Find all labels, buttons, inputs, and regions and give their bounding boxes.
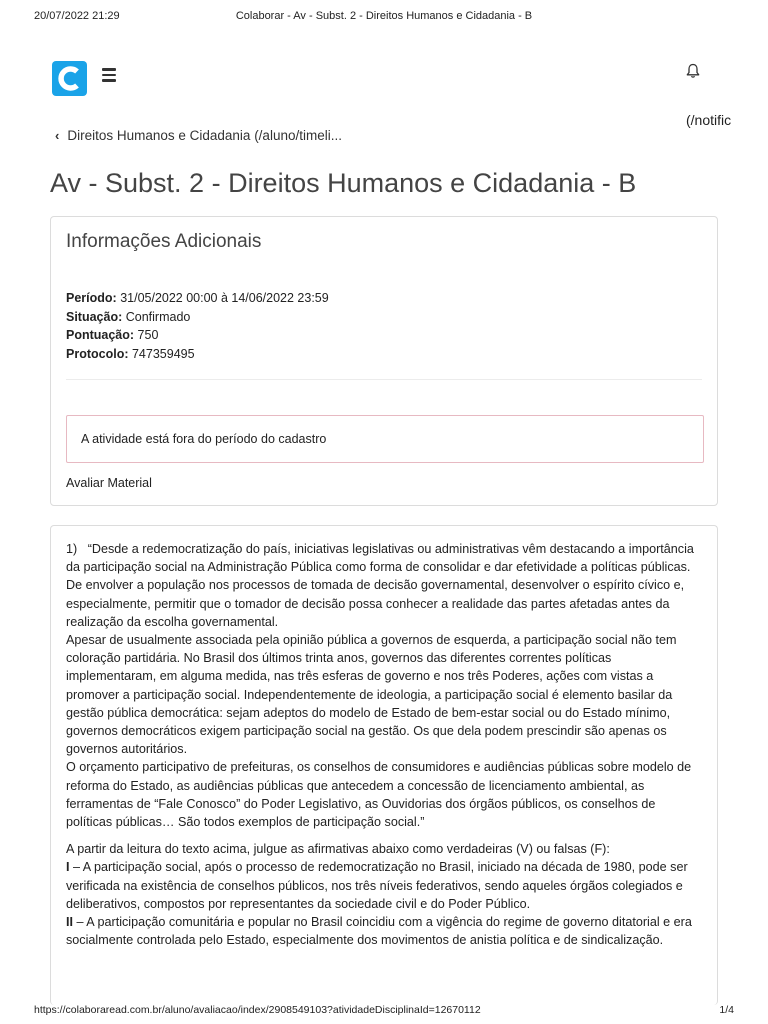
hamburger-menu-icon[interactable] [102,68,116,86]
additional-info-card [50,216,718,506]
colaborar-logo[interactable] [52,61,87,96]
print-url: https://colaboraread.com.br/aluno/avaliacao/index/2908549103?atividadeDisciplinaId=12670112 [34,1004,481,1016]
page-title: Av - Subst. 2 - Direitos Humanos e Cidadania - B [50,168,637,198]
colaborar-logo-icon [52,61,87,96]
question-quote-2: Apesar de usualmente associada pela opinião pública a governos de esquerda, a participação social não tem coloração partidária. No Brasil dos últimos trinta anos, governos das diferentes correntes políticas implementaram, em alguma medida, nas três esferas de governo e nos três Poderes, ações com vistas a promover a participação social. Independentemente de ideologia, a participação social é elemento basilar da gestão pública democrática: sejam adeptos do modelo de Estado de bem-estar social ou do Estado mínimo, governos democráticos exigem participação social na gestão. Os que dela podem prescindir são apenas os governos autoritários. [66,633,677,757]
info-row-period: Período: 31/05/2022 00:00 à 14/06/2022 23:59 [66,291,329,305]
info-row-status: Situação: Confirmado [66,309,191,324]
breadcrumb-link[interactable]: Direitos Humanos e Cidadania (/aluno/timeli... [67,128,342,143]
info-row-score: Pontuação: 750 [66,328,159,342]
card-heading: Informações Adicionais [66,231,262,252]
chevron-left-icon: ‹ [55,128,60,143]
question-quote-3: O orçamento participativo de prefeituras, os conselhos de consumidores e audiências públicas sobre modelo de reforma do Estado, as audiências públicas que antecedem a concessão de licenciamento ambiental, as ferramentas de “Fale Conosco” do Poder Legislativo, as Ouvidorias dos órgãos públicos, os conselhos de políticas públicas… São todos exemplos de participação social.” [66,760,692,830]
print-page-number: 1/4 [719,1004,734,1016]
out-of-period-alert: A atividade está fora do período do cadastro [66,415,704,463]
statement-2: II – A participação comunitária e popular no Brasil coincidiu com a vigência do regime de governo ditatorial e era socialmente controlada pelo Estado, especialmente dos movimentos de anistia política e de sindicalização. [66,915,692,948]
rate-material-link[interactable]: Avaliar Material [66,476,152,490]
info-list [66,289,329,363]
question-instruction: A partir da leitura do texto acima, julgue as afirmativas abaixo como verdadeiras (V) ou falsas (F): [66,842,610,857]
print-datetime: 20/07/2022 21:29 [34,10,120,22]
question-quote-1: 1) “Desde a redemocratização do país, iniciativas legislativas ou administrativas vêm destacando a importância da participação social na Administração Pública como forma de consolidar e dar efetividade a políticas públicas. De envolver a população nos processos de tomada de decisão governamental, desenvolver o espírito cívico e, especialmente, permitir que o tomador de decisão possa conhecer a realidade das partes afetadas antes da realização da escolha governamental. [66,542,694,629]
statement-1: I – A participação social, após o processo de redemocratização no Brasil, iniciado na década de 1980, pode ser verificada na existência de conselhos públicos, nos três níveis federativos, sendo aqueles órgãos colegiados e deliberativos, compostos por representantes da sociedade civil e do Poder Público. [66,860,688,911]
bell-icon[interactable] [686,63,702,81]
info-row-protocol: Protocolo: 747359495 [66,346,195,361]
notifications-link[interactable]: (/notific [686,112,732,128]
print-header [0,0,768,24]
breadcrumb[interactable] [55,128,342,143]
print-document-title: Colaborar - Av - Subst. 2 - Direitos Humanos e Cidadania - B [235,10,533,22]
print-footer [0,998,768,1024]
question-card [50,525,718,1005]
question-body [66,540,705,949]
question-number: 1) [66,542,78,556]
divider [66,379,702,380]
